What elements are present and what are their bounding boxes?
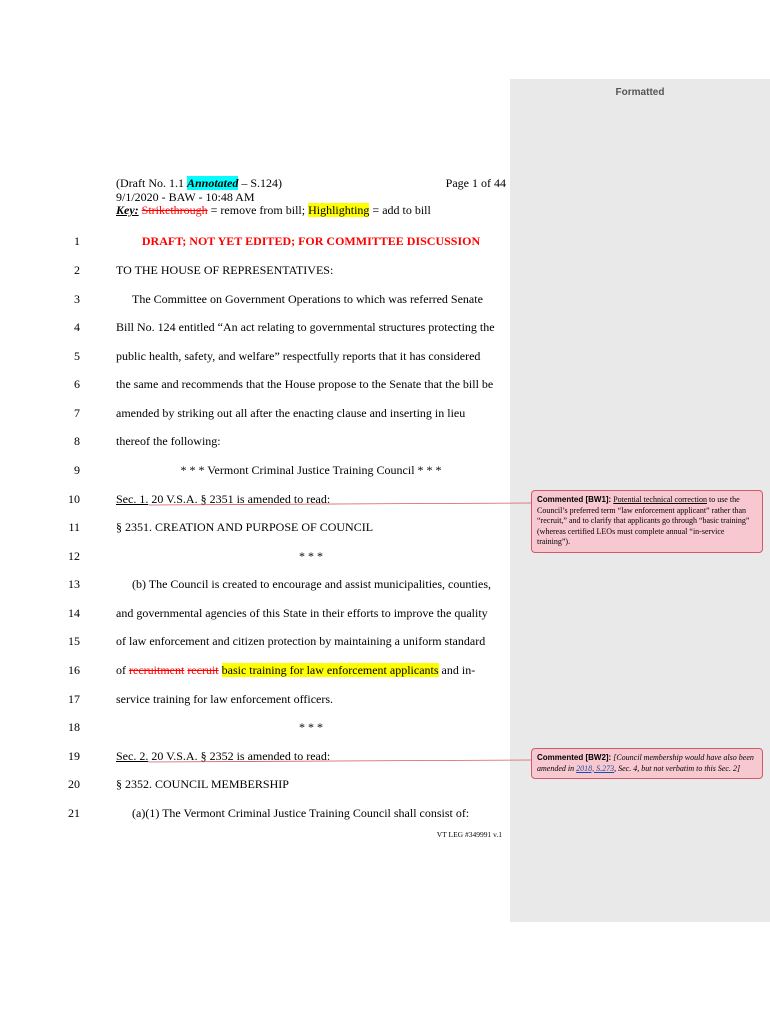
draft-status-heading: DRAFT; NOT YET EDITED; FOR COMMITTEE DISCUSSION [141, 234, 481, 248]
body-line: amended by striking out all after the enacting clause and inserting in lieu [116, 406, 466, 420]
comment-2-connector [149, 760, 531, 762]
line-number: 10 [68, 492, 80, 506]
deleted-text: recruitment [129, 663, 185, 677]
body-line: service training for law enforcement officers. [116, 692, 334, 706]
line-number: 17 [68, 692, 80, 706]
amended-line: of recruitment recruit basic training for law enforcement applicants and in- [116, 663, 476, 677]
section-divider-heading: * * * Vermont Criminal Justice Training Council * * * [180, 463, 442, 477]
body-line: (a)(1) The Vermont Criminal Justice Training Council shall consist of: [132, 806, 470, 820]
address-line: TO THE HOUSE OF REPRESENTATIVES: [116, 263, 334, 277]
page-number: Page 1 of 44 [445, 176, 506, 190]
line-number: 19 [68, 749, 80, 763]
line-number: 4 [74, 320, 80, 334]
line-number: 16 [68, 663, 80, 677]
line-number: 2 [74, 263, 80, 277]
line-number: 15 [68, 634, 80, 648]
line-number: 12 [68, 549, 80, 563]
line-number: 8 [74, 434, 80, 448]
line-number: 6 [74, 377, 80, 391]
document-footer-id: VT LEG #349991 v.1 [436, 830, 502, 839]
body-line: of law enforcement and citizen protection by maintaining a uniform standard [116, 634, 486, 648]
section-2-line: Sec. 2. 20 V.S.A. § 2352 is amended to read: [116, 749, 331, 763]
deleted-text: recruit [187, 663, 219, 677]
body-line: (b) The Council is created to encourage and assist municipalities, counties, [132, 577, 492, 591]
line-number: 21 [68, 806, 80, 820]
markup-pane-header: Formatted [510, 79, 770, 106]
omission-marker: * * * [299, 549, 323, 563]
bill-reference-link[interactable]: 2018, S.273 [576, 763, 615, 773]
line-number: 5 [74, 349, 80, 363]
draft-info: (Draft No. 1.1 Annotated – S.124) [116, 176, 283, 190]
body-line: public health, safety, and welfare” respectfully reports that it has considered [116, 349, 481, 363]
comment-1-connector [149, 503, 531, 505]
annotated-highlight: Annotated [186, 176, 239, 190]
body-line: the same and recommends that the House propose to the Senate that the bill be [116, 377, 494, 391]
line-number: 13 [68, 577, 80, 591]
line-number: 18 [68, 720, 80, 734]
section-1-line: Sec. 1. 20 V.S.A. § 2351 is amended to read: [116, 492, 331, 506]
omission-marker: * * * [299, 720, 323, 734]
comment-bw2[interactable]: Commented [BW2]: [Council membership would have also been amended in 2018, S.273, Sec. 4, but not verbatim to this Sec. 2] [531, 748, 763, 779]
sec-2-label: Sec. 2. [116, 749, 149, 763]
comment-highlight-phrase: Potential technical correction [613, 495, 707, 504]
line-number: 9 [74, 463, 80, 477]
comment-bw1[interactable]: Commented [BW1]: Potential technical correction to use the Council’s preferred term “law enforcement applicant” rather than “recruit,” and to clarify that applicants go through “basic training” (whereas certified LEOs must complete annual “in-service training”). [531, 490, 763, 553]
line-number: 7 [74, 406, 80, 420]
date-line: 9/1/2020 - BAW - 10:48 AM [116, 189, 255, 204]
line-number: 20 [68, 777, 80, 791]
comment-author-label: Commented [BW1]: [537, 495, 612, 504]
line-number: 1 [74, 234, 80, 248]
body-line: The Committee on Government Operations to which was referred Senate [132, 292, 483, 306]
line-number: 3 [74, 292, 80, 306]
key-line: Key: Strikethrough = remove from bill; Highlighting = add to bill [116, 203, 431, 217]
body-line: and governmental agencies of this State in their efforts to improve the quality [116, 606, 488, 620]
sec-1-label: Sec. 1. [116, 492, 149, 506]
added-text: basic training for law enforcement applicants [221, 663, 439, 677]
body-line: thereof the following: [116, 434, 221, 448]
line-number: 14 [68, 606, 80, 620]
section-2352-heading: § 2352. COUNCIL MEMBERSHIP [116, 777, 289, 791]
body-line: Bill No. 124 entitled “An act relating to governmental structures protecting the [116, 320, 495, 334]
comment-author-label: Commented [BW2]: [537, 753, 612, 762]
line-number: 11 [68, 520, 80, 534]
section-2351-heading: § 2351. CREATION AND PURPOSE OF COUNCIL [116, 520, 374, 534]
